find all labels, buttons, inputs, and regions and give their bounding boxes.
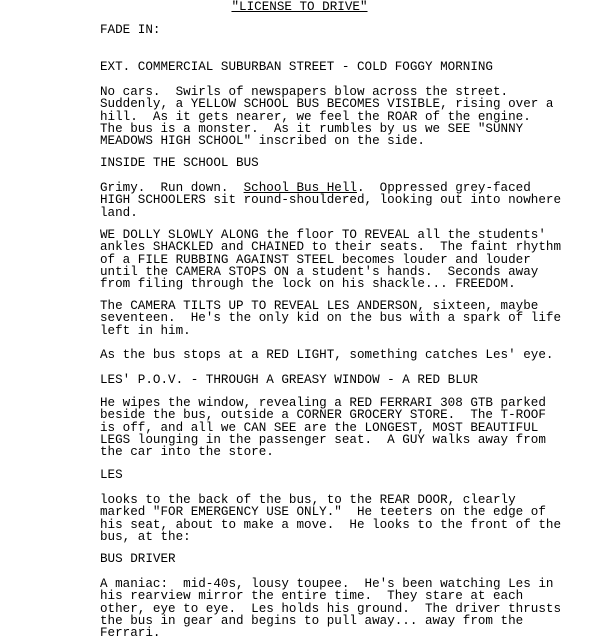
grimy-text-end: . Oppressed grey-faced HIGH SCHOOLERS sit round-shouldered, looking out into nowhere land. bbox=[100, 181, 562, 220]
action-paragraph-grimy bbox=[100, 182, 561, 219]
scene-heading-bus-driver: BUS DRIVER bbox=[100, 552, 176, 566]
transition-fade-in: FADE IN: bbox=[100, 23, 161, 37]
action-paragraph-bus-appears: No cars. Swirls of newspapers blow across the street. Suddenly, a YELLOW SCHOOL BUS BECOMES VISIBLE, rising over a hill. As it gets nearer, we feel the ROAR of the engine. The bus is a monster. As it rumbles by us we SEE "SUNNY MEADOWS HIGH SCHOOL" inscribed on the side. bbox=[100, 85, 554, 149]
grimy-text-start: Grimy. Run down. bbox=[100, 181, 244, 195]
action-paragraph-maniac: A maniac: mid-40s, lousy toupee. He's been watching Les in his rearview mirror the entire time. They stare at each other, eye to eye. Les holds his ground. The driver thrusts the bus in gear and begins to pull away... away from the Ferrari. bbox=[100, 577, 562, 640]
scene-heading-les-pov: LES' P.O.V. - THROUGH A GREASY WINDOW - A RED BLUR bbox=[100, 373, 478, 387]
action-paragraph-dolly: WE DOLLY SLOWLY ALONG the floor TO REVEAL all the students' ankles SHACKLED and CHAINED to their seats. The faint rhythm of a FILE RUBBING AGAINST STEEL becomes louder and louder until the CAMERA STOPS ON a student's hands. Seconds away from filing through the lock on his shackle... FREEDOM. bbox=[100, 228, 562, 292]
action-paragraph-red-light: As the bus stops at a RED LIGHT, something catches Les' eye. bbox=[100, 348, 554, 362]
action-paragraph-ferrari: He wipes the window, revealing a RED FERRARI 308 GTB parked beside the bus, outside a CORNER GROCERY STORE. The T-ROOF is off, and all we CAN SEE are the LONGEST, MOST BEAUTIFUL LEGS lounging in the passenger seat. A GUY walks away from the car into the store. bbox=[100, 396, 546, 460]
script-title: "LICENSE TO DRIVE" bbox=[231, 0, 368, 14]
scene-heading-inside-bus: INSIDE THE SCHOOL BUS bbox=[100, 156, 259, 170]
grimy-underlined-text: School Bus Hell bbox=[243, 181, 357, 195]
scene-heading-les: LES bbox=[100, 468, 123, 482]
action-paragraph-rear-door: looks to the back of the bus, to the REAR DOOR, clearly marked "FOR EMERGENCY USE ONLY." He teeters on the edge of his seat, about to make a move. He looks to the front of the bus, at the: bbox=[100, 493, 562, 544]
action-paragraph-camera-tilts: The CAMERA TILTS UP TO REVEAL LES ANDERSON, sixteen, maybe seventeen. He's the only kid on the bus with a spark of life left in him. bbox=[100, 299, 562, 338]
scene-heading-street: EXT. COMMERCIAL SUBURBAN STREET - COLD FOGGY MORNING bbox=[100, 60, 493, 74]
